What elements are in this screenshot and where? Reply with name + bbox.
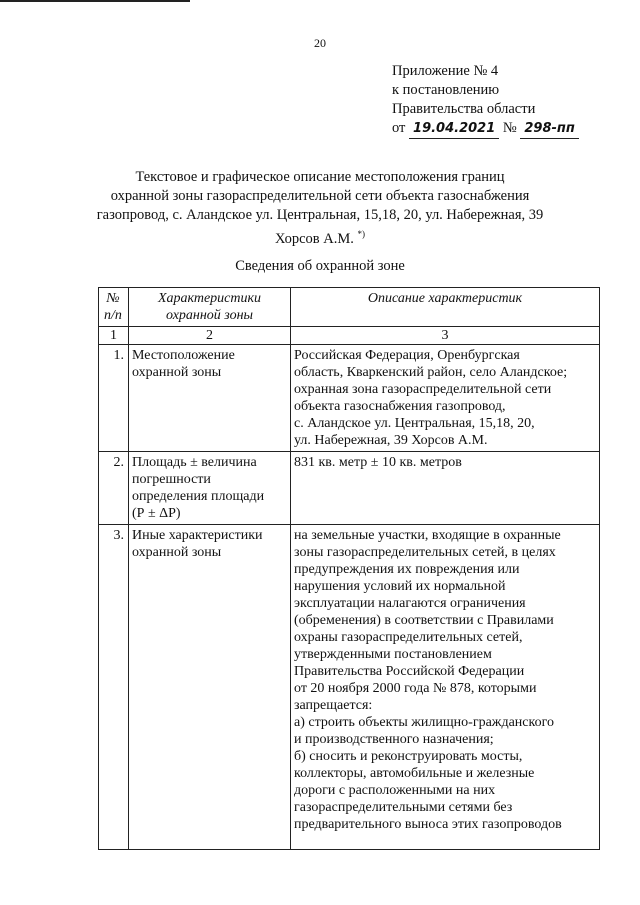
row-number: 3. <box>99 525 129 850</box>
row-number: 1. <box>99 345 129 452</box>
header-characteristics: Характеристики охранной зоны <box>129 288 291 327</box>
date-prefix: от <box>392 120 406 136</box>
appendix-line-3: Правительства области <box>392 101 536 117</box>
table-row <box>99 525 600 850</box>
table-row <box>99 345 600 452</box>
column-number: 1 <box>99 327 129 345</box>
title-text: Текстовое и графическое описание местоположения границ охранной зоны газораспределительной сети объекта газоснабжения газопровод, с. Аландское ул. Центральная, 15,18, 20, ул. Набережная, 39 Хорсов А.М. <box>96 169 544 247</box>
row-characteristic: Иные характеристики охранной зоны <box>129 525 291 850</box>
row-number: 2. <box>99 452 129 525</box>
header-number: № п/п <box>99 288 129 327</box>
appendix-line-1: Приложение № 4 <box>392 63 499 79</box>
document-title <box>60 168 580 249</box>
appendix-line-2: к постановлению <box>392 82 500 98</box>
handwritten-date: 19.04.2021 <box>409 119 499 139</box>
column-number-row <box>99 327 600 345</box>
handwritten-number: 298-пп <box>520 119 579 139</box>
appendix-date-line <box>392 119 579 139</box>
protection-zone-table <box>98 287 600 850</box>
row-description: Российская Федерация, Оренбургская область, Кваркенский район, село Аландское; охранная зона газораспределительной сети объекта газоснабжения газопровод, с. Аландское ул. Центральная, 15,18, 20, ул. Набережная, 39 Хорсов А.М. <box>291 345 600 452</box>
row-characteristic: Площадь ± величина погрешности определения площади (Р ± ΔР) <box>129 452 291 525</box>
header-description: Описание характеристик <box>291 288 600 327</box>
row-description: на земельные участки, входящие в охранные зоны газораспределительных сетей, в целях предупреждения их повреждения или нарушения условий их нормальной эксплуатации налагаются ограничения (обременения) в соответствии с Правилами охраны газораспределительных сетей, утвержденными постановлением Правительства Российской Федерации от 20 ноября 2000 года № 878, которыми запрещается: а) строить объекты жилищно-гражданского и производственного назначения; б) сносить и реконструировать мосты, коллекторы, автомобильные и железные дороги с расположенными на них газораспределительными сетями без предварительного выноса этих газопроводов <box>291 525 600 850</box>
table-row <box>99 452 600 525</box>
column-number: 2 <box>129 327 291 345</box>
row-description: 831 кв. метр ± 10 кв. метров <box>291 452 600 525</box>
section-subtitle: Сведения об охранной зоне <box>235 258 405 274</box>
appendix-block <box>392 62 579 139</box>
page-number: 20 <box>314 36 326 50</box>
footnote-mark: *) <box>357 229 365 239</box>
row-characteristic: Местоположение охранной зоны <box>129 345 291 452</box>
number-sign: № <box>502 120 517 136</box>
column-number: 3 <box>291 327 600 345</box>
table-header-row <box>99 288 600 327</box>
top-rule <box>0 0 190 2</box>
